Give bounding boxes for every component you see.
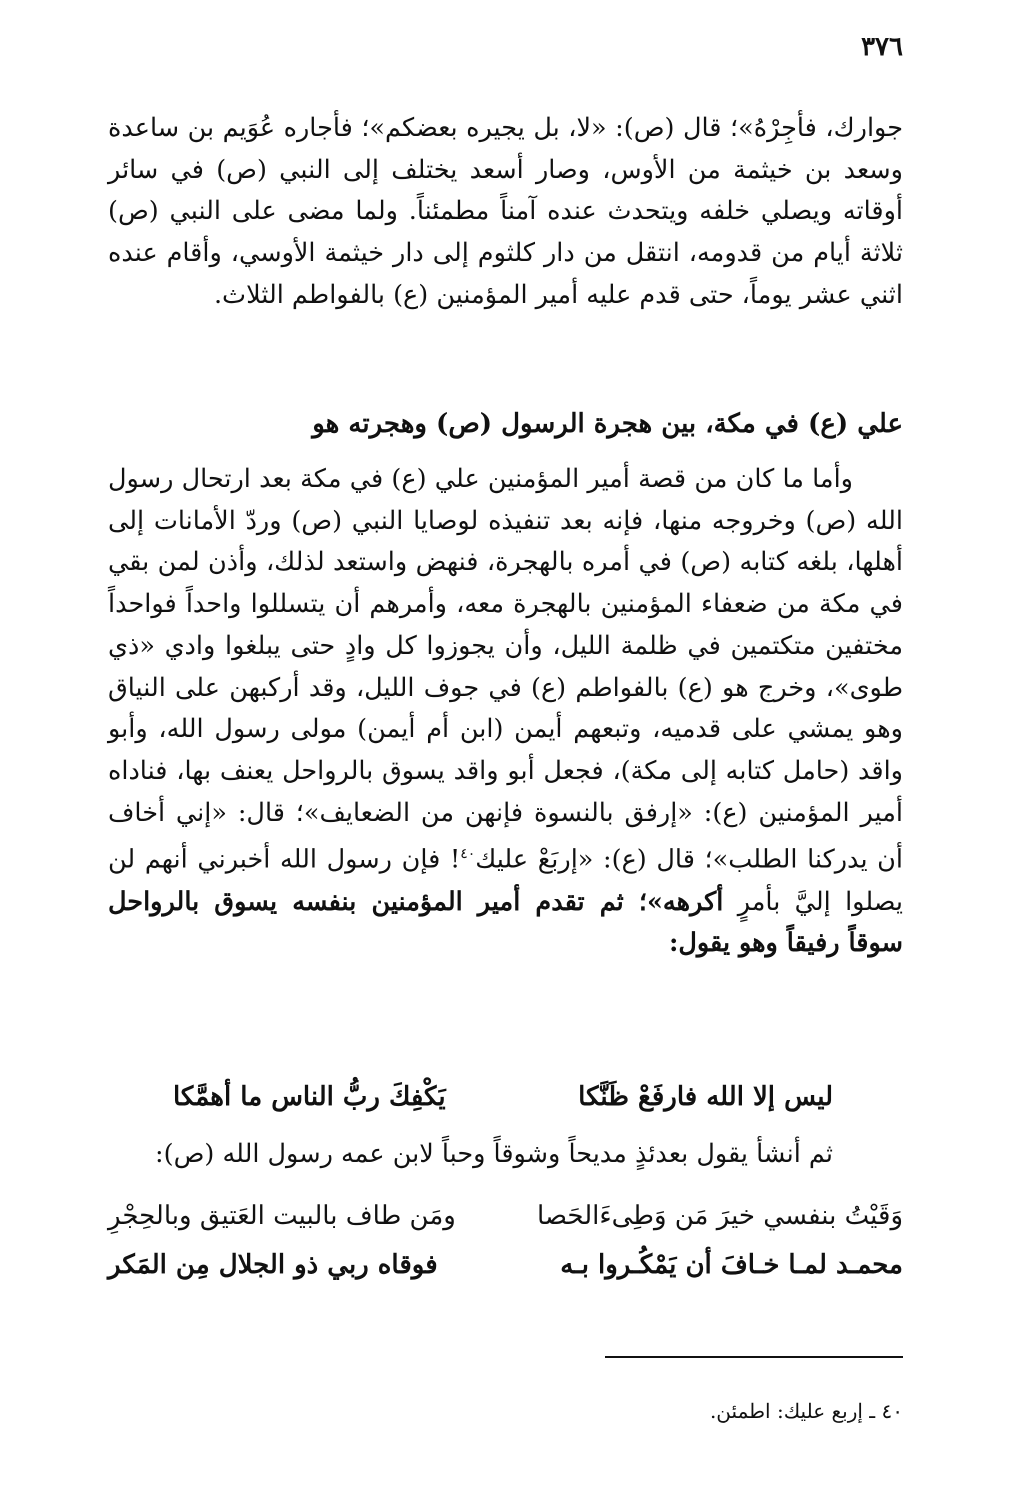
page-number: ٣٧٦ (861, 32, 903, 62)
footnote: ٤٠ ـ إربع عليك: اطمئن. (709, 1399, 903, 1423)
verse-3-first-hemistich: محمـد لمـا خـافَ أن يَمْكُـروا بـه (560, 1250, 903, 1280)
paragraph-2-bold: أكرهه»؛ ثم تقدم أمير المؤمنين بنفسه يسوق بالرواحل سوقاً رفيقاً وهو (108, 886, 903, 959)
poem-intro-line: ثم أنشأ يقول بعدئذٍ مديحاً وشوقاً وحباً لابن عمه رسول الله (ص): (155, 1139, 833, 1169)
verse-3 (108, 1243, 903, 1287)
verse-1-first-hemistich: ليس إلا الله فارفَعْ ظَنَّكا (578, 1082, 833, 1112)
verse-1 (173, 1075, 833, 1119)
verse-1-second-hemistich: يَكْفِكَ ربُّ الناس ما أهمَّكا (173, 1082, 446, 1112)
paragraph-2-end: يقول: (668, 928, 739, 959)
footnote-divider (605, 1356, 903, 1358)
verse-3-second-hemistich: فوقاه ربي ذو الجلال مِن المَكر (108, 1250, 438, 1280)
paragraph-2-continued: ! فإن رسول الله أخبرني أنهم لن يصلوا إليَّ بأمرٍ (108, 844, 904, 917)
paragraph-1: جوارك، فأجِرْهُ»؛ قال (ص): «لا، بل يجيره بعضكم»؛ فأجاره عُوَيم بن ساعدة وسعد بن خيثمة من الأوس، وصار أسعد يختلف إلى النبي (ص) في سائر أوقاته ويصلي خلفه ويتحدث عنده آمناً مطمئناً. ولما مضى على النبي (ص) ثلاثة أيام من قدومه، انتقل من دار كلثوم إلى دار خيثمة الأوسي، وأقام عنده اثني عشر يوماً، حتى قدم عليه أمير المؤمنين (ع) بالفواطم الثلاث. (108, 113, 903, 310)
footnote-marker: ٤٠ (460, 846, 476, 863)
paragraph-2 (108, 459, 903, 965)
verse-2-first-hemistich: وَقَيْتُ بنفسي خيرَ مَن وَطِىءَالحَصا (536, 1201, 903, 1231)
paragraph-2-text: وأما ما كان من قصة أمير المؤمنين علي (ع) في مكة بعد ارتحال رسول الله (ص) وخروجه منها، فإنه بعد تنفيذه لوصايا النبي (ص) وردّ الأمانات إلى أهلها، بلغه كتابه (ص) في أمره بالهجرة، فنهض واستعد لذلك، وأذن لمن بقي في مكة من ضعفاء المؤمنين بالهجرة معه، وأمرهم أن يتسللوا واحداً فواحداً مختفين متكتمين في ظلمة الليل، وأن يجوزوا كل وادٍ حتى يبلغوا وادي «ذي طوى»، وخرج هو (ع) بالفواطم (ع) في جوف الليل، وقد أركبهن على النياق وهو يمشي على قدميه، وتبعهم أيمن (ابن أم أيمن) مولى رسول الله، وأبو واقد (حامل كتابه إلى مكة)، فجعل أبو واقد يسوق بالرواحل يعنف بها، فناداه أمير المؤمنين (ع): «إرفق بالنسوة فإنهن من الضعايف»؛ قال: «إني أخاف أن يدركنا الطلب»؛ قال (ع): «إربَعْ عليك (108, 464, 903, 875)
verse-2 (108, 1194, 903, 1238)
section-heading: علي (ع) في مكة، بين هجرة الرسول (ص) وهجرته هو (312, 409, 903, 439)
verse-2-second-hemistich: ومَن طاف بالبيت العَتيق وبالحِجْرِ (108, 1201, 456, 1231)
